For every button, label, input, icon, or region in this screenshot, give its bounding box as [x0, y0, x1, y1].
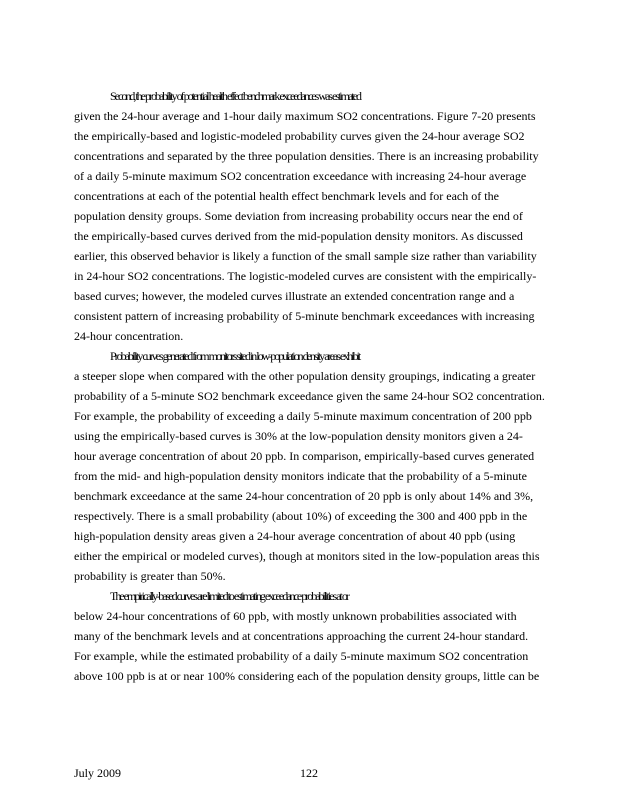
text-line: 24-hour concentration.: [74, 329, 184, 343]
paragraph-1: [74, 86, 560, 346]
footer-date: July 2009: [74, 766, 122, 780]
text-line: using the empirically-based curves is 30% at the low-population density monitors given a 24-: [74, 429, 523, 443]
text-line: concentrations at each of the potential health effect benchmark levels and for each of the: [74, 189, 499, 203]
text-line: For example, while the estimated probability of a daily 5-minute maximum SO2 concentration: [74, 649, 529, 663]
text-line: given the 24-hour average and 1-hour daily maximum SO2 concentrations. Figure 7-20 presents: [74, 109, 536, 123]
text-line: The empirically-based curves are limited to estimating exceedance probabilities at or: [110, 589, 348, 603]
text-line: the empirically-based curves derived from the mid-population density monitors. As discussed: [74, 229, 523, 243]
page-footer: [74, 766, 560, 782]
text-line: probability of a 5-minute SO2 benchmark exceedance given the same 24-hour SO2 concentration.: [74, 389, 545, 403]
paragraph-2: [74, 346, 560, 586]
text-line: from the mid- and high-population density monitors indicate that the probability of a 5-minute: [74, 469, 527, 483]
text-line: either the empirical or modeled curves), though at monitors sited in the low-population areas this: [74, 549, 540, 563]
page-number: 122: [300, 766, 318, 780]
text-line: hour average concentration of about 20 ppb. In comparison, empirically-based curves generated: [74, 449, 535, 463]
text-line: the empirically-based and logistic-modeled probability curves given the 24-hour average SO2: [74, 129, 525, 143]
text-line: probability is greater than 50%.: [74, 569, 226, 583]
text-line: consistent pattern of increasing probability of 5-minute benchmark exceedances with increasing: [74, 309, 535, 323]
text-line: in 24-hour SO2 concentrations. The logistic-modeled curves are consistent with the empirically-: [74, 269, 537, 283]
text-line: Probability curves generated from monitors sited in low-population density areas exhibit: [110, 349, 360, 363]
text-line: below 24-hour concentrations of 60 ppb, with mostly unknown probabilities associated with: [74, 609, 517, 623]
text-line: high-population density areas given a 24-hour average concentration of about 40 ppb (using: [74, 529, 516, 543]
text-line: many of the benchmark levels and at concentrations approaching the current 24-hour standard.: [74, 629, 529, 643]
text-line: Second, the probability of potential health effect benchmark exceedances was estimated: [110, 89, 360, 103]
text-line: earlier, this observed behavior is likely a function of the small sample size rather than variability: [74, 249, 537, 263]
paragraph-3: [74, 586, 560, 686]
text-line: based curves; however, the modeled curves illustrate an extended concentration range and a: [74, 289, 515, 303]
text-line: For example, the probability of exceeding a daily 5-minute maximum concentration of 200 ppb: [74, 409, 532, 423]
text-line: a steeper slope when compared with the other population density groupings, indicating a greater: [74, 369, 536, 383]
text-line: population density groups. Some deviation from increasing probability occurs near the end of: [74, 209, 523, 223]
body-text: [74, 86, 560, 686]
text-line: respectively. There is a small probability (about 10%) of exceeding the 300 and 400 ppb in the: [74, 509, 528, 523]
text-line: above 100 ppb is at or near 100% considering each of the population density groups, little can be: [74, 669, 540, 683]
text-line: concentrations and separated by the three population densities. There is an increasing probability: [74, 149, 539, 163]
text-line: of a daily 5-minute maximum SO2 concentration exceedance with increasing 24-hour average: [74, 169, 527, 183]
text-line: benchmark exceedance at the same 24-hour concentration of 20 ppb is only about 14% and 3%,: [74, 489, 534, 503]
